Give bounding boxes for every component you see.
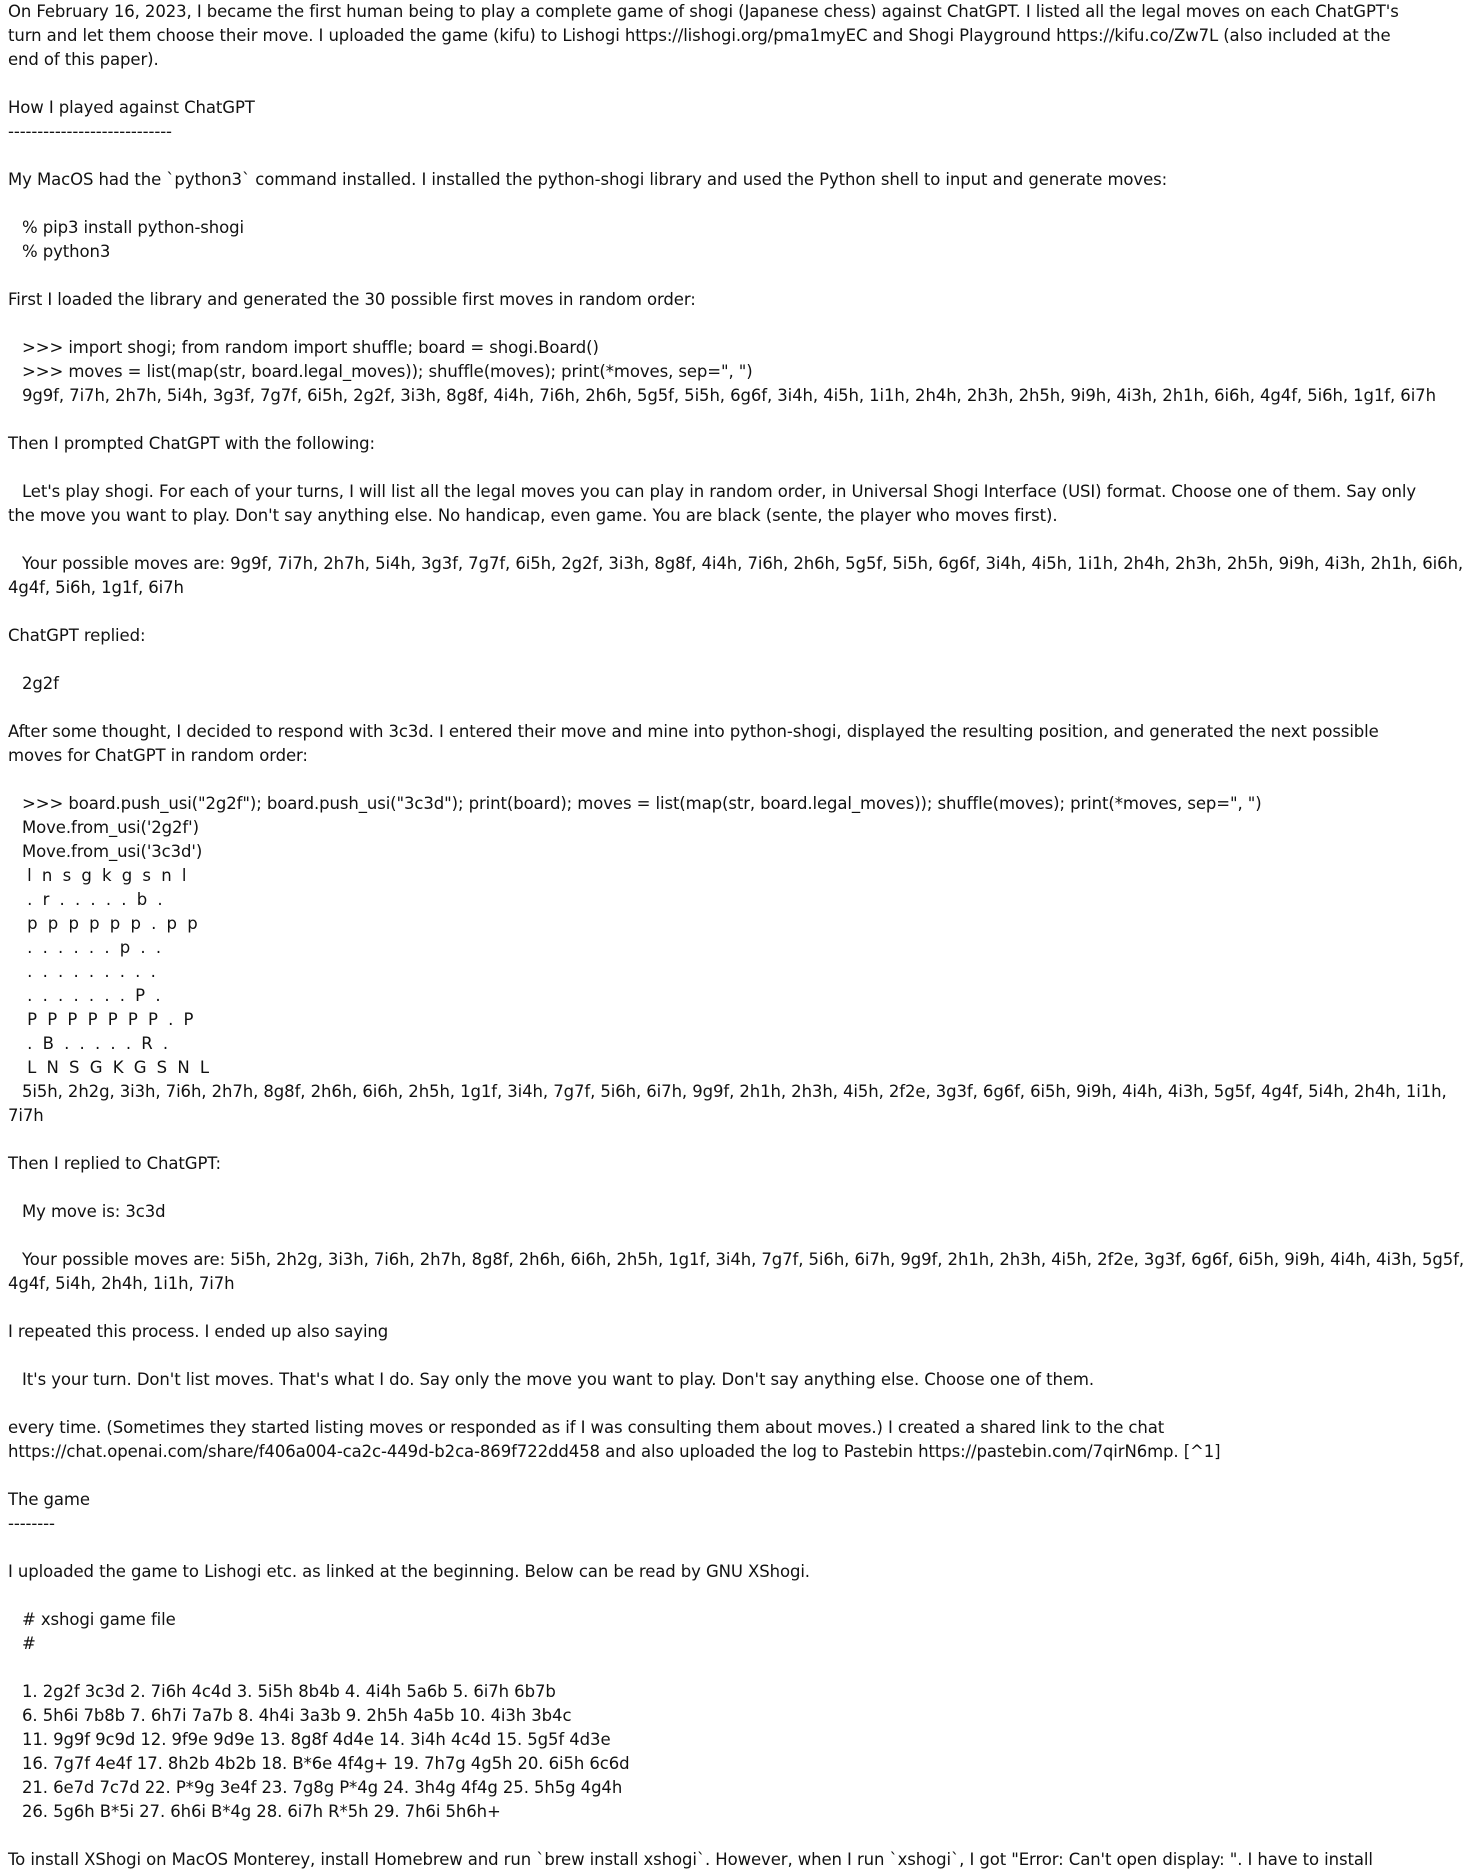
prompt-line: the move you want to play. Don't say anything else. No handicap, even game. You are black (sente, the player who moves first). xyxy=(8,506,1058,525)
prompt-line: My move is: 3c3d xyxy=(22,1202,166,1221)
intro-line: end of this paper). xyxy=(8,50,159,69)
prompt-line: Your possible moves are: 5i5h, 2h2g, 3i3h, 7i6h, 2h7h, 8g8f, 2h6h, 6i6h, 2h5h, 1g1f, 3i4h, 7g7f, 5i6h, 6i7h, 9g9f, 2h1h, 2h3h, 4i5h, 2f2e, 3g3f, 6g6f, 6i5h, 9i9h, 4i4h, 4i3h, 5g5f, xyxy=(22,1250,1464,1269)
prompt-line: 4g4f, 5i6h, 1g1f, 6i7h xyxy=(8,578,184,597)
paragraph: To install XShogi on MacOS Monterey, install Homebrew and run `brew install xshogi`. However, when I run `xshogi`, I got "Error: Can't open display: ". I have to install xyxy=(8,1850,1373,1869)
document-body xyxy=(8,0,1464,1872)
code-line: >>> moves = list(map(str, board.legal_moves)); shuffle(moves); print(*moves, sep=", ") xyxy=(22,362,753,381)
intro-line: On February 16, 2023, I became the first human being to play a complete game of shogi (Japanese chess) against ChatGPT. I listed all the legal moves on each ChatGPT's xyxy=(8,2,1399,21)
paragraph: I repeated this process. I ended up also saying xyxy=(8,1322,389,1341)
paragraph: every time. (Sometimes they started listing moves or responded as if I was consulting them about moves.) I created a shared link to the chat xyxy=(8,1418,1165,1437)
code-line: % python3 xyxy=(22,242,111,261)
paragraph: I uploaded the game to Lishogi etc. as linked at the beginning. Below can be read by GNU XShogi. xyxy=(8,1562,810,1581)
code-output: Move.from_usi('3c3d') xyxy=(22,842,203,861)
paragraph: My MacOS had the `python3` command installed. I installed the python-shogi library and used the Python shell to input and generate moves: xyxy=(8,170,1168,189)
paragraph: moves for ChatGPT in random order: xyxy=(8,746,308,765)
paragraph: First I loaded the library and generated the 30 possible first moves in random order: xyxy=(8,290,696,309)
reply-move: 2g2f xyxy=(22,674,59,693)
paragraph: Then I replied to ChatGPT: xyxy=(8,1154,221,1173)
board-row: P P P P P P P . P xyxy=(22,1010,194,1029)
code-line: >>> board.push_usi("2g2f"); board.push_usi("3c3d"); print(board); moves = list(map(str, board.legal_moves)); shuffle(moves); print(*moves, sep=", ") xyxy=(22,794,1262,813)
prompt-line: Let's play shogi. For each of your turns, I will list all the legal moves you can play in random order, in Universal Shogi Interface (USI) format. Choose one of them. Say only xyxy=(22,482,1417,501)
code-output: 9g9f, 7i7h, 2h7h, 5i4h, 3g3f, 7g7f, 6i5h, 2g2f, 3i3h, 8g8f, 4i4h, 7i6h, 2h6h, 5g5f, 5i5h, 6g6f, 3i4h, 4i5h, 1i1h, 2h4h, 2h3h, 2h5h, 9i9h, 4i3h, 2h1h, 6i6h, 4g4f, 5i6h, 1g1f, 6i7h xyxy=(22,386,1436,405)
board-row: . . . . . . p . . xyxy=(22,938,161,957)
code-output: Move.from_usi('2g2f') xyxy=(22,818,199,837)
code-output: 5i5h, 2h2g, 3i3h, 7i6h, 2h7h, 8g8f, 2h6h, 6i6h, 2h5h, 1g1f, 3i4h, 7g7f, 5i6h, 6i7h, 9g9f, 2h1h, 2h3h, 4i5h, 2f2e, 3g3f, 6g6f, 6i5h, 9i9h, 4i4h, 4i3h, 5g5f, 4g4f, 5i4h, 2h4h, 1i1h, xyxy=(22,1082,1447,1101)
prompt-line: Your possible moves are: 9g9f, 7i7h, 2h7h, 5i4h, 3g3f, 7g7f, 6i5h, 2g2f, 3i3h, 8g8f, 4i4h, 7i6h, 2h6h, 5g5f, 5i5h, 6g6f, 3i4h, 4i5h, 1i1h, 2h4h, 2h3h, 2h5h, 9i9h, 4i3h, 2h1h, 6i6h, xyxy=(22,554,1464,573)
board-row: l n s g k g s n l xyxy=(22,866,187,885)
game-moves-line: 16. 7g7f 4e4f 17. 8h2b 4b2b 18. B*6e 4f4g+ 19. 7h7g 4g5h 20. 6i5h 6c6d xyxy=(22,1754,630,1773)
section-heading-how: How I played against ChatGPT xyxy=(8,98,255,117)
prompt-line: It's your turn. Don't list moves. That's what I do. Say only the move you want to play. Don't say anything else. Choose one of them. xyxy=(22,1370,1095,1389)
board-row: . r . . . . . b . xyxy=(22,890,163,909)
section-heading-game: The game xyxy=(8,1490,90,1509)
paragraph: After some thought, I decided to respond with 3c3d. I entered their move and mine into python-shogi, displayed the resulting position, and generated the next possible xyxy=(8,722,1379,741)
code-output: 7i7h xyxy=(8,1106,44,1125)
code-line: # xshogi game file xyxy=(22,1610,176,1629)
intro-line: turn and let them choose their move. I uploaded the game (kifu) to Lishogi https://lishogi.org/pma1myEC and Shogi Playground https://kifu.co/Zw7L (also included at the xyxy=(8,26,1391,45)
paragraph: ChatGPT replied: xyxy=(8,626,146,645)
paragraph: Then I prompted ChatGPT with the following: xyxy=(8,434,376,453)
board-row: . B . . . . . R . xyxy=(22,1034,169,1053)
board-row: . . . . . . . . . xyxy=(22,962,156,981)
code-line: % pip3 install python-shogi xyxy=(22,218,245,237)
code-line: >>> import shogi; from random import shuffle; board = shogi.Board() xyxy=(22,338,599,357)
section-underline: ---------------------------- xyxy=(8,122,172,141)
board-row: p p p p p p . p p xyxy=(22,914,198,933)
paragraph: https://chat.openai.com/share/f406a004-ca2c-449d-b2ca-869f722dd458 and also uploaded the log to Pastebin https://pastebin.com/7qirN6mp. [^1] xyxy=(8,1442,1221,1461)
board-row: . . . . . . . P . xyxy=(22,986,161,1005)
prompt-line: 4g4f, 5i4h, 2h4h, 1i1h, 7i7h xyxy=(8,1274,235,1293)
game-moves-line: 6. 5h6i 7b8b 7. 6h7i 7a7b 8. 4h4i 3a3b 9. 2h5h 4a5b 10. 4i3h 3b4c xyxy=(22,1706,572,1725)
code-line: # xyxy=(22,1634,36,1653)
game-moves-line: 1. 2g2f 3c3d 2. 7i6h 4c4d 3. 5i5h 8b4b 4. 4i4h 5a6b 5. 6i7h 6b7b xyxy=(22,1682,556,1701)
game-moves-line: 21. 6e7d 7c7d 22. P*9g 3e4f 23. 7g8g P*4g 24. 3h4g 4f4g 25. 5h5g 4g4h xyxy=(22,1778,623,1797)
board-row: L N S G K G S N L xyxy=(22,1058,209,1077)
section-underline: -------- xyxy=(8,1514,55,1533)
game-moves-line: 26. 5g6h B*5i 27. 6h6i B*4g 28. 6i7h R*5h 29. 7h6i 5h6h+ xyxy=(22,1802,501,1821)
game-moves-line: 11. 9g9f 9c9d 12. 9f9e 9d9e 13. 8g8f 4d4e 14. 3i4h 4c4d 15. 5g5f 4d3e xyxy=(22,1730,611,1749)
